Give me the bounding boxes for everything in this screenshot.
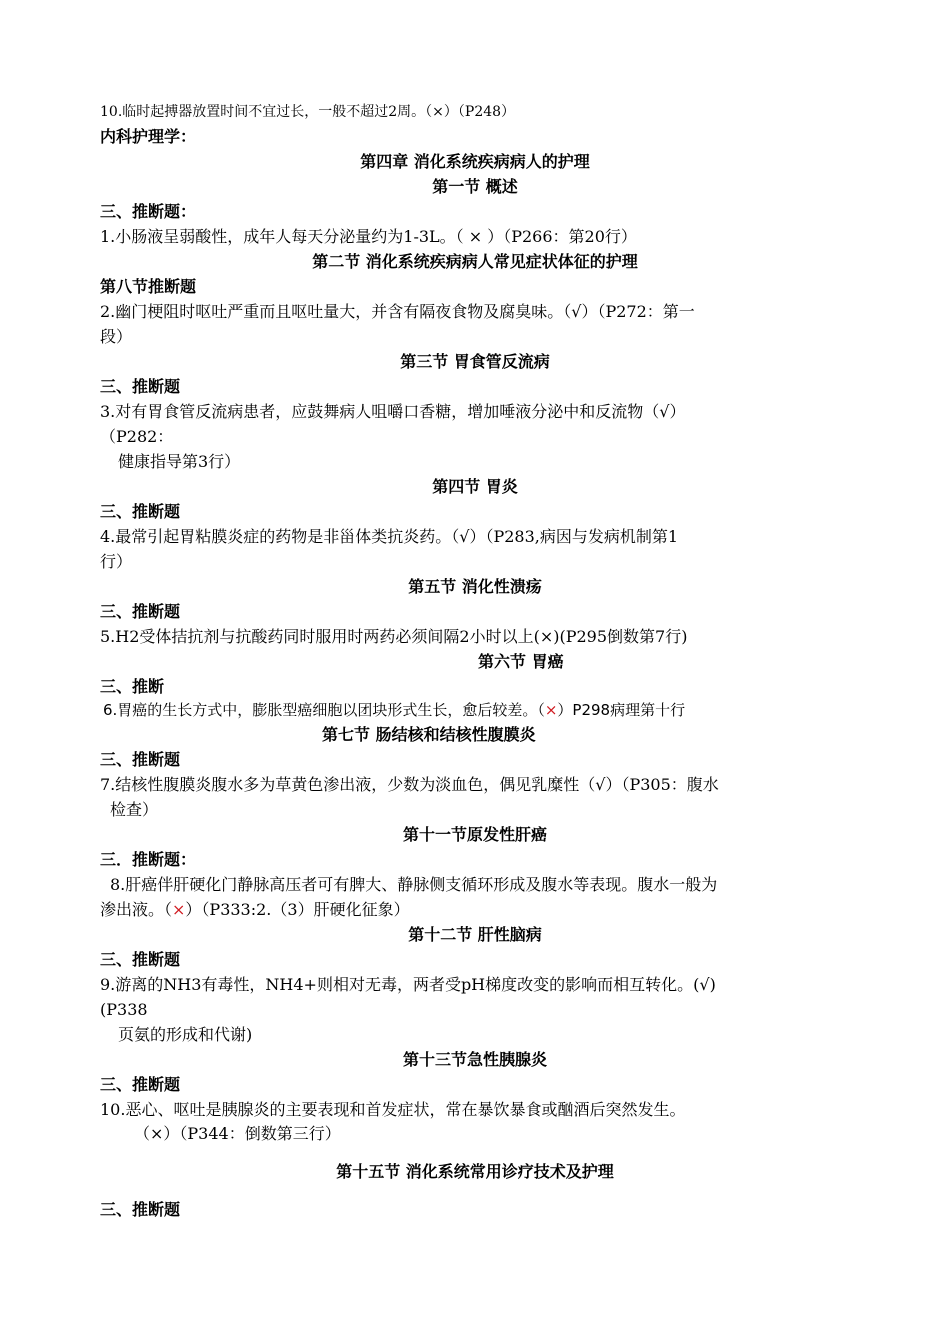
question-line: 9.游离的NH3有毒性，NH4+则相对无毒，两者受pH梯度改变的影响而相互转化。(√) — [100, 975, 716, 994]
question-line: 1.小肠液呈弱酸性，成年人每天分泌量约为1-3L。（ × ）（P266：第20行） — [100, 227, 637, 246]
section-title: 第十三节急性胰腺炎 — [402, 1050, 547, 1069]
question-type-heading: 三、推断题 — [100, 602, 181, 621]
section-title: 第十五节 消化系统常用诊疗技术及护理 — [336, 1162, 614, 1181]
chapter-title: 第四章 消化系统疾病病人的护理 — [360, 152, 590, 171]
question-type-heading: 三、推断题 — [100, 502, 181, 521]
question-type-heading: 三、推断 — [100, 677, 165, 696]
question-type-heading: 第八节推断题 — [100, 277, 197, 296]
question-line-continued: 段） — [100, 327, 133, 346]
question-type-heading: 三、推断题 — [100, 1200, 181, 1219]
section-title: 第三节 胃食管反流病 — [400, 352, 550, 371]
question-type-heading: 三、推断题 — [100, 377, 181, 396]
question-line: 7.结核性腹膜炎腹水多为草黄色渗出液，少数为淡血色，偶见乳糜性（√）（P305：腹水 — [100, 775, 719, 794]
section-title: 第一节 概述 — [432, 177, 518, 196]
answer-line: 10.临时起搏器放置时间不宜过长，一般不超过2周。（×）（P248） — [100, 104, 516, 120]
question-line-continued: 健康指导第3行） — [118, 452, 241, 471]
question-reference: ）P298病理第十行 — [557, 701, 686, 719]
question-line-continued: (P338 — [100, 1000, 148, 1019]
question-line: 4.最常引起胃粘膜炎症的药物是非甾体类抗炎药。（√）（P283,病因与发病机制第1 — [100, 527, 679, 546]
question-line-continued — [0, 898, 950, 922]
question-line-continued: （×）（P344：倒数第三行） — [134, 1124, 341, 1143]
section-title: 第六节 胃癌 — [478, 652, 564, 671]
question-line: 2.幽门梗阻时呕吐严重而且呕吐量大，并含有隔夜食物及腐臭味。（√）（P272：第一 — [100, 302, 695, 321]
question-line — [0, 698, 950, 722]
question-line-continued: （P282： — [100, 427, 174, 446]
question-line-continued: 行） — [100, 552, 133, 571]
question-type-heading: 三、推断题： — [100, 202, 197, 221]
question-line: 8.肝癌伴肝硬化门静脉高压者可有脾大、静脉侧支循环形成及腹水等表现。腹水一般为 — [110, 875, 718, 894]
question-text: 渗出液。（ — [100, 900, 173, 919]
question-line-continued: 页氨的形成和代谢) — [118, 1025, 253, 1044]
question-line: 3.对有胃食管反流病患者，应鼓舞病人咀嚼口香糖，增加唾液分泌中和反流物（√） — [100, 402, 686, 421]
question-type-heading: 三、推断题 — [100, 950, 181, 969]
subject-heading: 内科护理学： — [100, 127, 197, 146]
question-line: 10.恶心、呕吐是胰腺炎的主要表现和首发症状，常在暴饮暴食或酗酒后突然发生。 — [100, 1100, 686, 1119]
question-type-heading: 三、推断题 — [100, 1075, 181, 1094]
question-line: 5.H2受体拮抗剂与抗酸药同时服用时两药必须间隔2小时以上(×)(P295倒数第7行) — [100, 627, 688, 646]
question-line-continued: 检查） — [110, 800, 159, 819]
section-title: 第二节 消化系统疾病病人常见症状体征的护理 — [312, 252, 638, 271]
wrong-mark: × — [172, 900, 186, 919]
section-title: 第四节 胃炎 — [432, 477, 518, 496]
question-type-heading: 三．推断题： — [100, 850, 197, 869]
question-type-heading: 三、推断题 — [100, 750, 181, 769]
section-title: 第十一节原发性肝癌 — [402, 825, 547, 844]
section-title: 第十二节 肝性脑病 — [408, 925, 542, 944]
question-reference: ）（P333:2.（3）肝硬化征象） — [185, 900, 410, 919]
section-title: 第五节 消化性溃疡 — [408, 577, 542, 596]
question-text: 6.胃癌的生长方式中，膨胀型癌细胞以团块形式生长，愈后较差。（ — [103, 701, 545, 719]
wrong-mark: × — [544, 701, 558, 719]
section-title: 第七节 肠结核和结核性腹膜炎 — [322, 725, 536, 744]
